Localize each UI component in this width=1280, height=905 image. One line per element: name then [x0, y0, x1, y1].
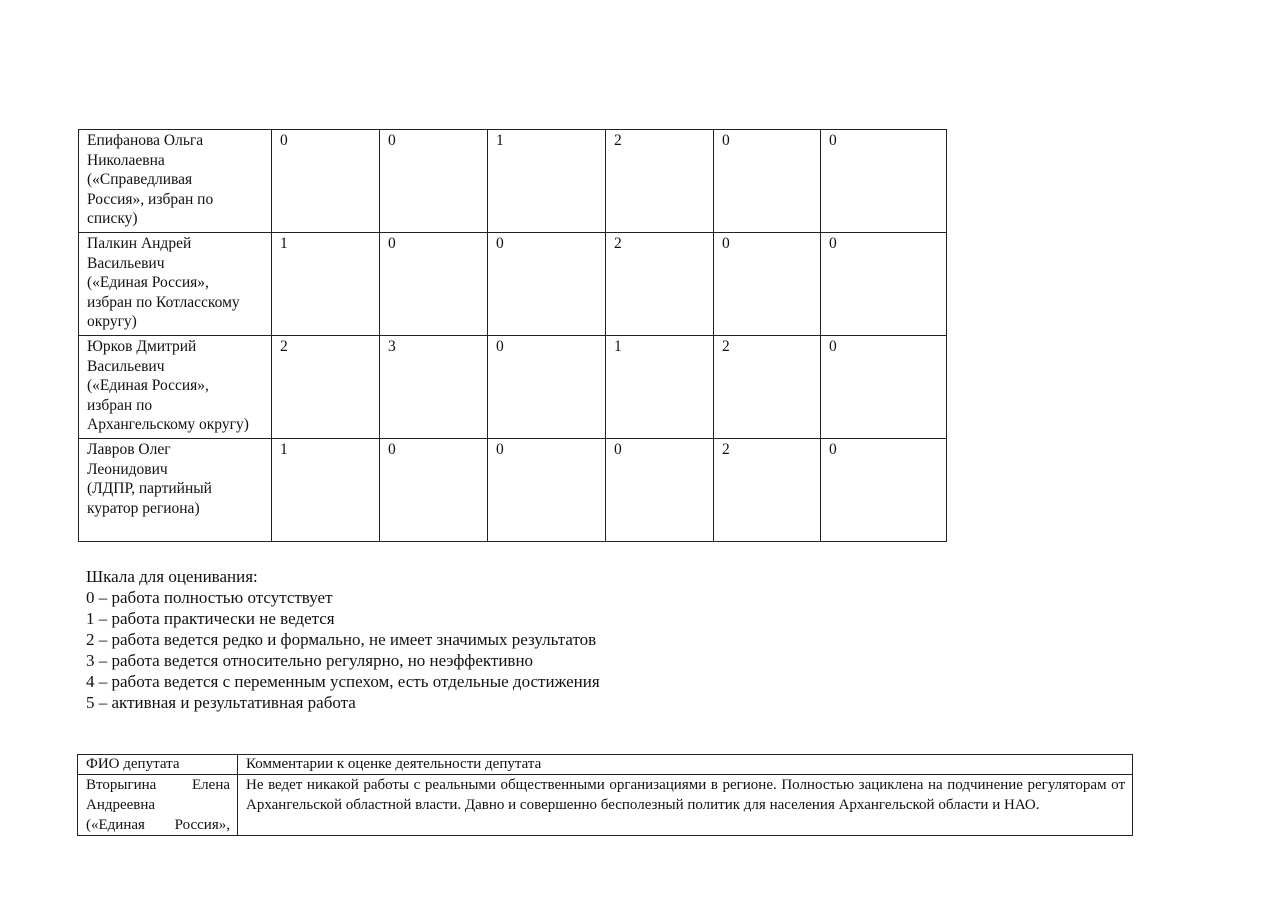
table-row	[79, 130, 947, 233]
score-cell: 0	[488, 439, 606, 542]
score-cell: 1	[272, 233, 380, 336]
rating-scale-item: 2 – работа ведется редко и формально, не имеет значимых результатов	[86, 630, 597, 649]
deputy-name-line: («Единая Россия»,	[86, 817, 230, 833]
score-cell: 0	[821, 439, 947, 542]
score-cell: 2	[714, 439, 821, 542]
deputy-comments-table	[77, 754, 1133, 836]
score-cell: 0	[380, 130, 488, 233]
column-header-comments: Комментарии к оценке деятельности депутата	[238, 755, 1133, 775]
deputy-name-line: Андреевна	[86, 797, 156, 813]
score-cell: 1	[606, 336, 714, 439]
table-row	[79, 336, 947, 439]
rating-scale-item: 5 – активная и результативная работа	[86, 693, 356, 712]
table-header-row	[78, 755, 1133, 775]
column-header-name: ФИО депутата	[78, 755, 238, 775]
deputy-comment-cell: Не ведет никакой работы с реальными общественными организациями в регионе. Полностью зациклена на подчинение регуляторам от Архангельской областной власти. Давно и совершенно бесполезный политик для населения Архангельской области и НАО.	[238, 775, 1133, 836]
deputy-score-table	[78, 129, 947, 542]
score-cell: 0	[821, 336, 947, 439]
score-cell: 0	[714, 233, 821, 336]
deputy-name-line: Вторыгина Елена	[86, 777, 230, 793]
score-cell: 0	[380, 439, 488, 542]
score-cell: 0	[714, 130, 821, 233]
score-cell: 0	[821, 233, 947, 336]
score-cell: 3	[380, 336, 488, 439]
score-cell: 1	[488, 130, 606, 233]
deputy-name-cell: Палкин Андрей Васильевич («Единая Россия», избран по Котласскому округу)	[79, 233, 272, 336]
table-row	[78, 775, 1133, 836]
deputy-name-cell: Епифанова Ольга Николаевна («Справедливая Россия», избран по списку)	[79, 130, 272, 233]
score-cell: 2	[714, 336, 821, 439]
table-row	[79, 439, 947, 542]
rating-scale-item: 3 – работа ведется относительно регулярно, но неэффективно	[86, 651, 534, 670]
rating-scale-item: 1 – работа практически не ведется	[86, 609, 335, 628]
rating-scale-item: 0 – работа полностью отсутствует	[86, 588, 333, 607]
score-cell: 0	[272, 130, 380, 233]
score-cell: 2	[606, 233, 714, 336]
score-cell: 0	[606, 439, 714, 542]
score-cell: 0	[488, 336, 606, 439]
deputy-name-cell: Юрков Дмитрий Васильевич («Единая Россия», избран по Архангельскому округу)	[79, 336, 272, 439]
score-cell: 0	[488, 233, 606, 336]
score-cell: 0	[821, 130, 947, 233]
deputy-name-cell	[78, 775, 238, 836]
score-cell: 0	[380, 233, 488, 336]
deputy-name-cell: Лавров Олег Леонидович (ЛДПР, партийный куратор региона)	[79, 439, 272, 542]
rating-scale	[86, 566, 600, 713]
table-row	[79, 233, 947, 336]
score-cell: 1	[272, 439, 380, 542]
rating-scale-title: Шкала для оценивания:	[86, 567, 258, 586]
score-cell: 2	[272, 336, 380, 439]
score-cell: 2	[606, 130, 714, 233]
rating-scale-item: 4 – работа ведется с переменным успехом, есть отдельные достижения	[86, 672, 600, 691]
